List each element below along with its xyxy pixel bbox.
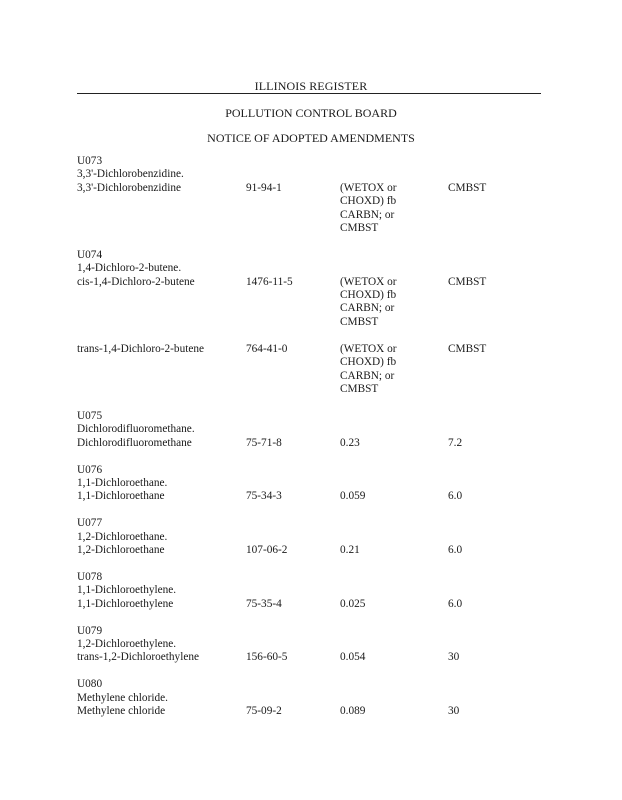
wastewater-standard-line: CHOXD) fb: [340, 195, 397, 208]
wastewater-standard-line: CMBST: [340, 382, 379, 395]
waste-entry: [77, 625, 541, 665]
wastewater-standard: [340, 544, 360, 557]
waste-group-name: 1,2-Dichloroethylene.: [77, 637, 177, 650]
waste-code: U075: [77, 409, 103, 422]
waste-code: U077: [77, 517, 103, 530]
waste-group-name: Dichlorodifluoromethane.: [77, 423, 195, 436]
constituent-name: cis-1,4-Dichloro-2-butene: [77, 275, 195, 288]
wastewater-standard: [340, 276, 397, 330]
board-title: POLLUTION CONTROL BOARD: [225, 106, 397, 120]
nonwastewater-standard: CMBST: [448, 342, 487, 355]
wastewater-standard: [340, 437, 360, 450]
constituent-name: 1,1-Dichloroethylene: [77, 597, 174, 610]
constituent-row: [77, 598, 541, 611]
wastewater-standard-line: 0.21: [340, 543, 360, 556]
wastewater-standard: [340, 182, 397, 236]
wastewater-standard-line: CHOXD) fb: [340, 289, 397, 302]
waste-group-name: 1,2-Dichloroethane.: [77, 530, 168, 543]
cas-number: 91-94-1: [246, 181, 282, 194]
waste-code: U080: [77, 678, 103, 691]
cas-number: 764-41-0: [246, 342, 288, 355]
wastewater-standard: [340, 598, 365, 611]
wastewater-standard: [340, 490, 365, 503]
wastewater-standard-line: 0.054: [340, 651, 366, 664]
nonwastewater-standard: 30: [448, 704, 460, 717]
constituent-name: trans-1,4-Dichloro-2-butene: [77, 342, 205, 355]
waste-code-table: [77, 155, 541, 732]
constituent-name: 3,3'-Dichlorobenzidine: [77, 181, 181, 194]
cas-number: 75-35-4: [246, 597, 282, 610]
nonwastewater-standard: 7.2: [448, 436, 463, 449]
wastewater-standard-line: CHOXD) fb: [340, 356, 397, 369]
constituent-name: 1,2-Dichloroethane: [77, 543, 165, 556]
constituent-name: Methylene chloride: [77, 704, 166, 717]
waste-entry: [77, 678, 541, 718]
wastewater-standard-line: CARBN; or: [340, 208, 395, 221]
wastewater-standard-line: 0.089: [340, 704, 366, 717]
nonwastewater-standard: 6.0: [448, 543, 463, 556]
waste-entry: [77, 517, 541, 557]
wastewater-standard-line: (WETOX or: [340, 275, 397, 288]
cas-number: 75-71-8: [246, 436, 282, 449]
constituent-name: Dichlorodifluoromethane: [77, 436, 192, 449]
register-title: ILLINOIS REGISTER: [254, 79, 368, 93]
wastewater-standard-line: CMBST: [340, 315, 379, 328]
wastewater-standard-line: 0.059: [340, 490, 366, 503]
cas-number: 107-06-2: [246, 543, 288, 556]
wastewater-standard: [340, 705, 365, 718]
constituent-row: [77, 544, 541, 557]
waste-entry: [77, 155, 541, 235]
waste-code: U079: [77, 624, 103, 637]
constituent-row: [77, 490, 541, 503]
nonwastewater-standard: CMBST: [448, 275, 487, 288]
waste-code: U074: [77, 248, 103, 261]
cas-number: 1476-11-5: [246, 275, 293, 288]
wastewater-standard-line: CMBST: [340, 221, 379, 234]
waste-entry: [77, 464, 541, 504]
cas-number: 156-60-5: [246, 651, 288, 664]
constituent-row: [77, 182, 541, 236]
constituent-row: [77, 437, 541, 450]
constituent-row: [77, 651, 541, 664]
wastewater-standard-line: (WETOX or: [340, 342, 397, 355]
wastewater-standard: [340, 651, 365, 664]
wastewater-standard-line: 0.025: [340, 597, 366, 610]
nonwastewater-standard: 30: [448, 651, 460, 664]
waste-group-name: 1,4-Dichloro-2-butene.: [77, 262, 182, 275]
cas-number: 75-09-2: [246, 704, 282, 717]
cas-number: 75-34-3: [246, 490, 282, 503]
waste-group-name: Methylene chloride.: [77, 691, 168, 704]
waste-entry: [77, 249, 541, 396]
waste-code: U078: [77, 570, 103, 583]
nonwastewater-standard: 6.0: [448, 597, 463, 610]
header-rule: [77, 93, 541, 94]
nonwastewater-standard: CMBST: [448, 181, 487, 194]
notice-title: NOTICE OF ADOPTED AMENDMENTS: [207, 131, 415, 145]
nonwastewater-standard: 6.0: [448, 490, 463, 503]
constituent-row: [77, 276, 541, 330]
wastewater-standard-line: CARBN; or: [340, 302, 395, 315]
waste-group-name: 1,1-Dichloroethylene.: [77, 584, 177, 597]
waste-entry: [77, 571, 541, 611]
waste-code: U073: [77, 155, 103, 167]
wastewater-standard-line: CARBN; or: [340, 369, 395, 382]
waste-code: U076: [77, 463, 103, 476]
constituent-name: 1,1-Dichloroethane: [77, 490, 165, 503]
constituent-row: [77, 343, 541, 397]
waste-entry: [77, 410, 541, 450]
constituent-name: trans-1,2-Dichloroethylene: [77, 651, 200, 664]
wastewater-standard: [340, 343, 397, 397]
wastewater-standard-line: 0.23: [340, 436, 360, 449]
waste-group-name: 1,1-Dichloroethane.: [77, 476, 168, 489]
waste-group-name: 3,3'-Dichlorobenzidine.: [77, 168, 184, 181]
constituent-row: [77, 705, 541, 718]
wastewater-standard-line: (WETOX or: [340, 181, 397, 194]
